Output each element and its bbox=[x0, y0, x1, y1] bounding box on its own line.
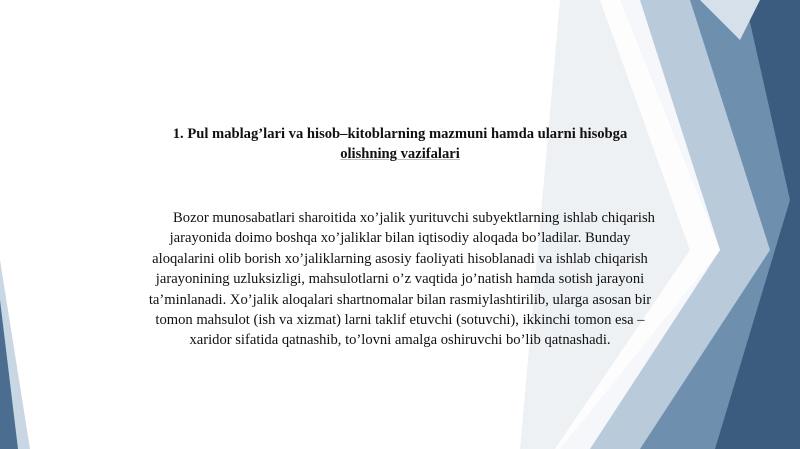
slide-title-line-1: 1. Pul mablag’lari va hisob–kitoblarning mazmuni hamda ularni hisobga bbox=[172, 126, 628, 142]
body-line-7: xaridor sifatida qatnashib, to’lovni amalga oshiruvchi bo’lib qatnashadi. bbox=[189, 332, 611, 349]
slide-body-paragraph bbox=[130, 208, 670, 351]
body-line-6: tomon mahsulot (ish va xizmat) larni taklif etuvchi (sotuvchi), ikkinchi tomon esa – bbox=[155, 312, 645, 329]
slide-content bbox=[130, 124, 670, 351]
body-line-3: aloqalarini olib borish xo’jaliklarning asosiy faoliyati hisoblanadi va ishlab chiqarish bbox=[152, 250, 648, 267]
slide-title bbox=[130, 124, 670, 164]
body-line-2: jarayonida doimo boshqa xo’jaliklar bilan iqtisodiy aloqada bo’ladilar. Bunday bbox=[169, 230, 631, 247]
body-line-1: Bozor munosabatlari sharoitida xo’jalik yurituvchi subyektlarning ishlab chiqarish bbox=[173, 210, 655, 226]
slide-title-line-2: olishning vazifalari bbox=[340, 146, 460, 162]
body-line-4: jarayonining uzluksizligi, mahsulotlarni o’z vaqtida jo’natish hamda sotish jarayoni bbox=[155, 271, 645, 288]
body-line-5: ta’minlanadi. Xo’jalik aloqalari shartnomalar bilan rasmiylashtirilib, ularga asosan bir bbox=[148, 291, 652, 308]
